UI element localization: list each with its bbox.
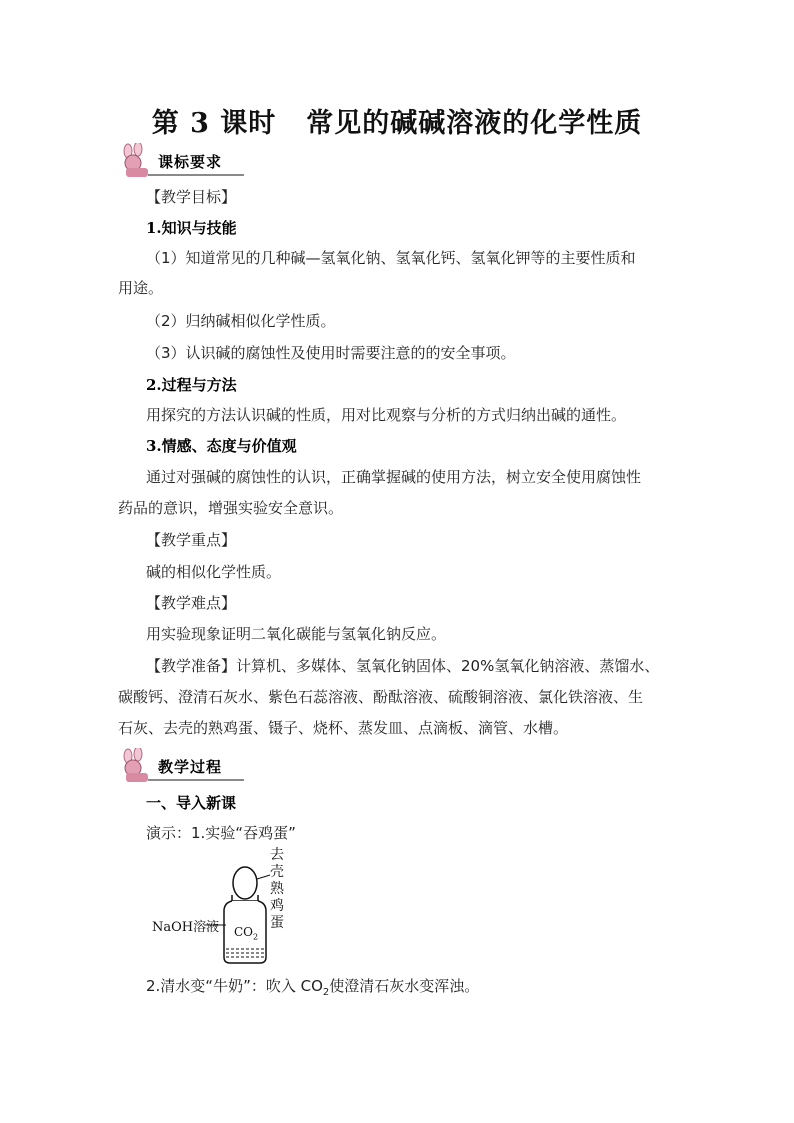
attitude-heading: 3.情感、态度与价值观 bbox=[146, 437, 297, 455]
difficulty-text: 用实验现象证明二氧化碳能与氢氧化钠反应。 bbox=[146, 625, 447, 643]
co2-label: $CO_2$ bbox=[234, 925, 259, 942]
egg-bottle-figure bbox=[150, 845, 310, 970]
prep-heading: 【教学准备】 bbox=[146, 657, 237, 675]
process-method-heading: 2.过程与方法 bbox=[146, 376, 237, 394]
prep-line bbox=[146, 655, 659, 677]
section-badge-standards bbox=[118, 143, 248, 179]
section-label-process: 教学过程 bbox=[158, 758, 223, 776]
keypoint-text: 碱的相似化学性质。 bbox=[146, 563, 282, 581]
objective-line: （3）认识碱的腐蚀性及使用时需要注意的的安全事项。 bbox=[146, 344, 516, 362]
intro-heading: 一、导入新课 bbox=[146, 794, 237, 812]
keypoint-heading: 【教学重点】 bbox=[146, 531, 237, 549]
objective-line: （1）知道常见的几种碱—氢氧化钠、氢氧化钙、氢氧化钾等的主要性质和 bbox=[146, 249, 636, 267]
step2-line: 2.清水变“牛奶”：吹入 $CO_2$使澄清石灰水变浑浊。 bbox=[146, 977, 480, 998]
page-title bbox=[0, 101, 794, 140]
objective-line: 用途。 bbox=[118, 279, 164, 297]
naoh-label: NaOH溶液 bbox=[152, 920, 220, 935]
objective-line: 药品的意识，增强实验安全意识。 bbox=[118, 499, 344, 517]
section-badge-process bbox=[118, 748, 248, 784]
objectives-heading: 【教学目标】 bbox=[146, 188, 237, 206]
demo-line: 演示：1.实验“吞鸡蛋” bbox=[146, 824, 296, 842]
difficulty-heading: 【教学难点】 bbox=[146, 594, 237, 612]
prep-line: 石灰、去壳的熟鸡蛋、镊子、烧杯、蒸发皿、点滴板、滴管、水槽。 bbox=[118, 719, 569, 737]
egg-label: 去 壳 熟 鸡 蛋 bbox=[270, 847, 284, 931]
prep-text: 计算机、多媒体、氢氧化钠固体、20%氢氧化钠溶液、蒸馏水、 bbox=[236, 657, 660, 675]
objective-line: （2）归纳碱相似化学性质。 bbox=[146, 312, 336, 330]
objective-line: 通过对强碱的腐蚀性的认识，正确掌握碱的使用方法，树立安全使用腐蚀性 bbox=[146, 468, 642, 486]
prep-line: 碳酸钙、澄清石灰水、紫色石蕊溶液、酚酞溶液、硫酸铜溶液、氯化铁溶液、生 bbox=[118, 688, 644, 706]
knowledge-skills-heading: 1.知识与技能 bbox=[146, 219, 237, 237]
objective-line: 用探究的方法认识碱的性质，用对比观察与分析的方式归纳出碱的通性。 bbox=[146, 406, 627, 424]
title-topic: 常见的碱碱溶液的化学性质 bbox=[306, 108, 643, 139]
section-label-standards: 课标要求 bbox=[158, 153, 223, 171]
title-lesson-number: 第 3 课时 bbox=[151, 108, 277, 139]
